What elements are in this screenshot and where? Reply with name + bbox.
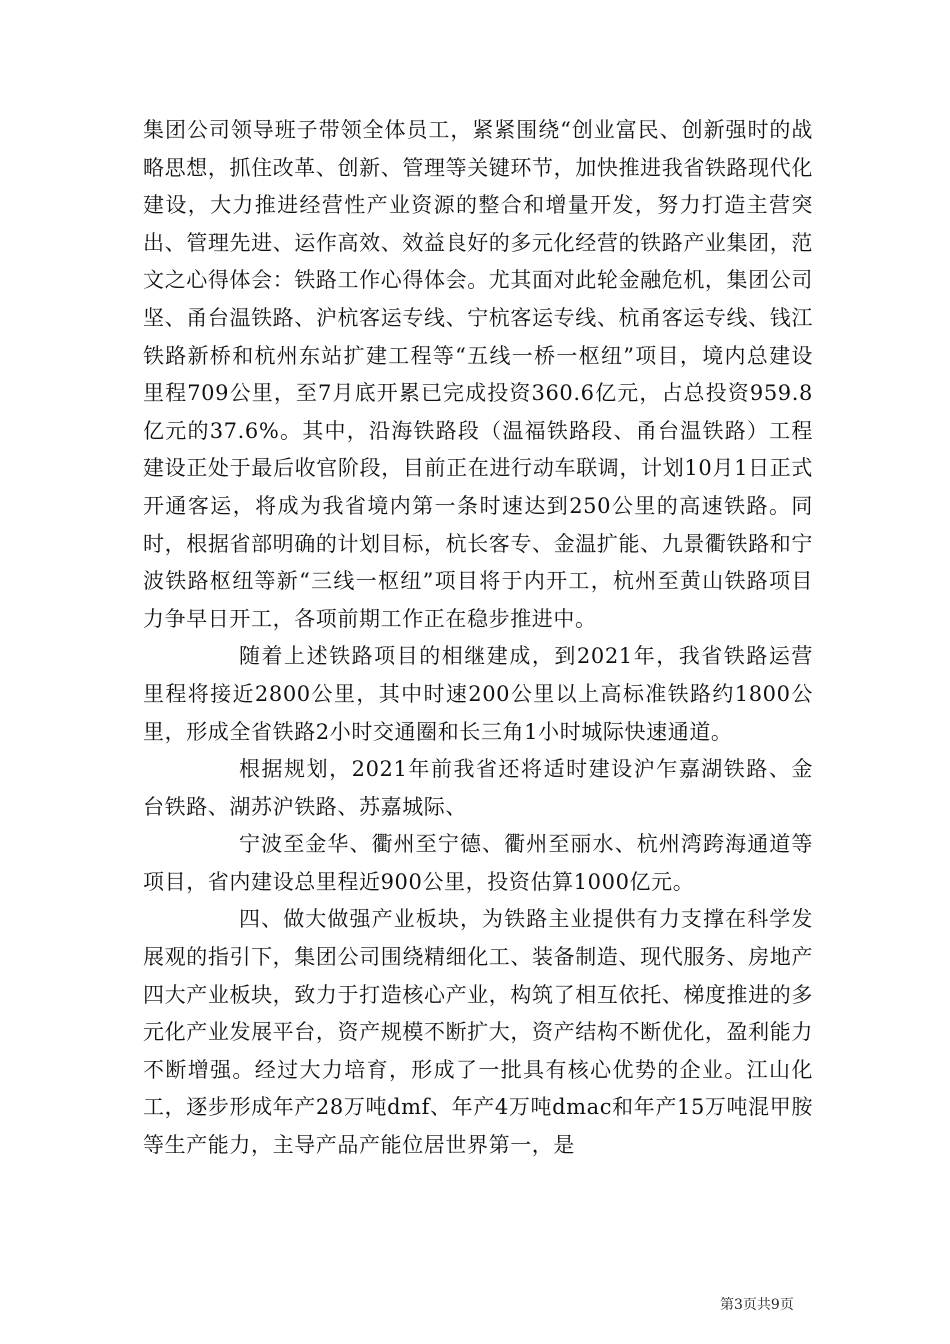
document-body <box>143 112 813 1165</box>
paragraph-2: 随着上述铁路项目的相继建成，到2021年，我省铁路运营里程将接近2800公里，其中时速200公里以上高标准铁路约1800公里，形成全省铁路2小时交通圈和长三角1小时城际快速通道。 <box>143 644 813 744</box>
page-number: 第3页共9页 <box>720 1297 794 1313</box>
paragraph-5: 四、做大做强产业板块，为铁路主业提供有力支撑在科学发展观的指引下，集团公司围绕精细化工、装备制造、现代服务、房地产四大产业板块，致力于打造核心产业，构筑了相互依托、梯度推进的多元化产业发展平台，资产规模不断扩大，资产结构不断优化，盈利能力不断增强。经过大力培育，形成了一批具有核心优势的企业。江山化工，逐步形成年产28万吨dmf、年产4万吨dmac和年产15万吨混甲胺等生产能力，主导产品产能位居世界第一，是 <box>143 907 813 1158</box>
paragraph-3: 根据规划，2021年前我省还将适时建设沪乍嘉湖铁路、金台铁路、湖苏沪铁路、苏嘉城际、 <box>143 757 813 819</box>
paragraph-4: 宁波至金华、衢州至宁德、衢州至丽水、杭州湾跨海通道等项目，省内建设总里程近900公里，投资估算1000亿元。 <box>143 832 813 894</box>
paragraph-1: 集团公司领导班子带领全体员工，紧紧围绕“创业富民、创新强时的战略思想，抓住改革、创新、管理等关键环节，加快推进我省铁路现代化建设，大力推进经营性产业资源的整合和增量开发，努力打造主营突出、管理先进、运作高效、效益良好的多元化经营的铁路产业集团，范文之心得体会：铁路工作心得体会。尤其面对此轮金融危机，集团公司坚、甬台温铁路、沪杭客运专线、宁杭客运专线、杭甬客运专线、钱江铁路新桥和杭州东站扩建工程等“五线一桥一枢纽”项目，境内总建设里程709公里，至7月底开累已完成投资360.6亿元，占总投资959.8亿元的37.6%。其中，沿海铁路段（温福铁路段、甬台温铁路）工程建设正处于最后收官阶段，目前正在进行动车联调，计划10月1日正式开通客运，将成为我省境内第一条时速达到250公里的高速铁路。同时，根据省部明确的计划目标，杭长客专、金温扩能、九景衢铁路和宁波铁路枢纽等新“三线一枢纽”项目将于内开工，杭州至黄山铁路项目力争早日开工，各项前期工作正在稳步推进中。 <box>143 118 813 631</box>
